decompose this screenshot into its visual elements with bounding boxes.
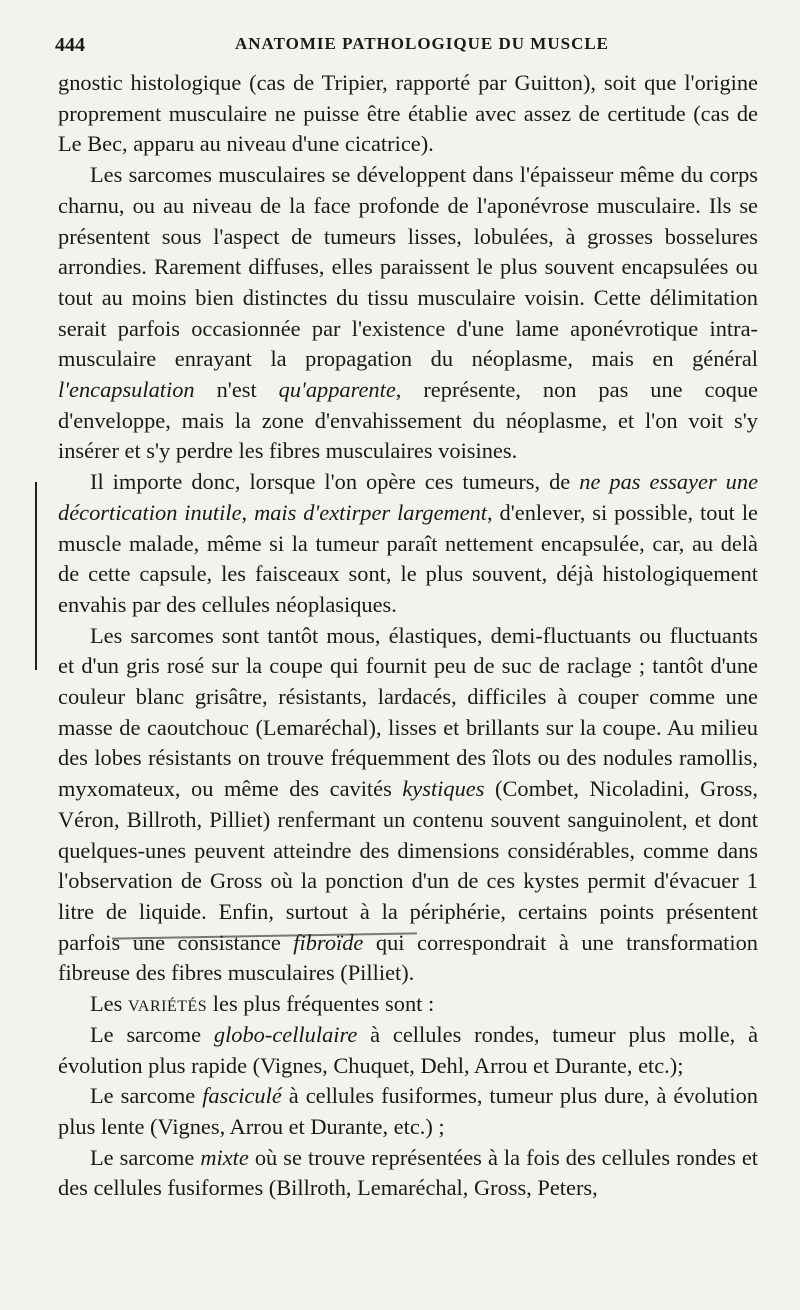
- emphasis: kystiques: [402, 776, 485, 802]
- paragraph-text: où se trouve représentées à la fois des cellules rondes et des cellules fusiformes (Billroth, Lemaréchal, Gross, Peters,: [58, 1144, 758, 1201]
- paragraph-text: Le sarcome: [90, 1144, 201, 1170]
- paragraph-8: [58, 1143, 758, 1204]
- page-number: 444: [55, 34, 85, 56]
- paragraph-2: [58, 160, 758, 467]
- margin-mark-line: [35, 482, 37, 670]
- body-text: [58, 68, 758, 1204]
- paragraph-text: Il importe donc, lorsque l'on opère ces tumeurs, de: [90, 469, 580, 495]
- emphasis: fibroïde: [293, 929, 364, 955]
- paragraph-text: Les sarcomes musculaires se développent dans l'épaisseur même du corps charnu, ou au niveau de la face profonde de l'aponévrose musculaire. Ils se présentent sous l'aspect de tumeurs lisses, lobulées, à grosses bosselures arrondies. Rarement diffuses, elles paraissent le plus souvent encapsulées ou tout au moins bien distinctes du tissu musculaire voisin. Cette délimitation serait parfois occasionnée par l'existence d'une lame aponévrotique intra-musculaire enrayant la propagation du néoplasme, mais en général: [58, 162, 758, 372]
- paragraph-7: [58, 1081, 758, 1142]
- paragraph-text: , d'enlever, si possible, tout le muscle malade, même si la tumeur paraît nettement encapsulée, car, au delà de cette capsule, les faisceaux sont, le plus souvent, déjà histologiquement envahis par des cellules néoplasiques.: [58, 499, 758, 617]
- paragraph-1: [58, 68, 758, 160]
- paragraph-6: [58, 1020, 758, 1081]
- paragraph-text: n'est: [194, 377, 279, 403]
- paragraph-text: qui correspondrait à une transformation fibreuse des fibres musculaires (Pilliet).: [58, 929, 759, 986]
- emphasis: globo-cellulaire: [213, 1021, 358, 1047]
- running-title: ANATOMIE PATHOLOGIQUE DU MUSCLE: [235, 34, 610, 53]
- small-caps-term: variétés: [127, 991, 208, 1017]
- paragraph-text: Le sarcome: [90, 1083, 203, 1109]
- emphasis: mixte: [200, 1144, 249, 1170]
- paragraph-text: gnostic histologique (cas de Tripier, rapporté par Guitton), soit que l'origine proprement musculaire ne puisse être établie avec assez de certitude (cas de Le Bec, apparu au niveau d'une cicatrice).: [58, 70, 758, 157]
- paragraph-text: Les sarcomes sont tantôt mous, élastiques, demi-fluctuants ou fluctuants et d'un gris rosé sur la coupe qui fournit peu de suc de raclage ; tantôt d'une couleur blanc grisâtre, résistants, lardacés, difficiles à couper comme une masse de caoutchouc (Lemaréchal), lisses et brillants sur la coupe. Au milieu des lobes résistants on trouve fréquemment des îlots ou des nodules ramollis, myxomateux, ou même des cavités: [58, 622, 758, 802]
- emphasis: mais d'extirper largement: [254, 499, 488, 525]
- paragraph-text: à cellules rondes, tumeur plus molle, à évolution plus rapide (Vignes, Chuquet, Dehl, Arrou et Durante, etc.);: [58, 1021, 759, 1078]
- paragraph-text: , représente, non pas une coque d'enveloppe, mais la zone d'envahissement du néoplasme, et l'on voit s'y insérer et s'y perdre les fibres musculaires voisines.: [58, 377, 758, 464]
- paragraph-4: [58, 621, 758, 989]
- paragraph-text: les plus fréquentes sont :: [207, 991, 435, 1017]
- emphasis: l'encapsulation: [58, 377, 195, 403]
- paragraph-text: (Combet, Nicoladini, Gross, Véron, Billroth, Pilliet) renfermant un contenu souvent sanguinolent, et dont quelques-unes peuvent atteindre des dimensions considérables, comme dans l'observation de Gross où la ponction d'un de ces kystes permit d'évacuer 1 litre de liquide. Enfin, surtout à la périphérie, certains points présentent parfois une consistance: [58, 776, 758, 955]
- emphasis: qu'apparente: [278, 377, 396, 403]
- paragraph-text: ,: [241, 499, 255, 525]
- emphasis: fasciculé: [202, 1083, 282, 1109]
- paragraph-5: [58, 989, 758, 1020]
- paragraph-3: [58, 467, 758, 621]
- paragraph-text: Le sarcome: [90, 1021, 214, 1047]
- emphasis: ne pas essayer une décortication inutile: [58, 469, 759, 525]
- paragraph-text: à cellules fusiformes, tumeur plus dure, à évolution plus lente (Vignes, Arrou et Durante, etc.) ;: [58, 1083, 759, 1139]
- page-header: [55, 28, 755, 58]
- paragraph-text: Les: [90, 991, 128, 1017]
